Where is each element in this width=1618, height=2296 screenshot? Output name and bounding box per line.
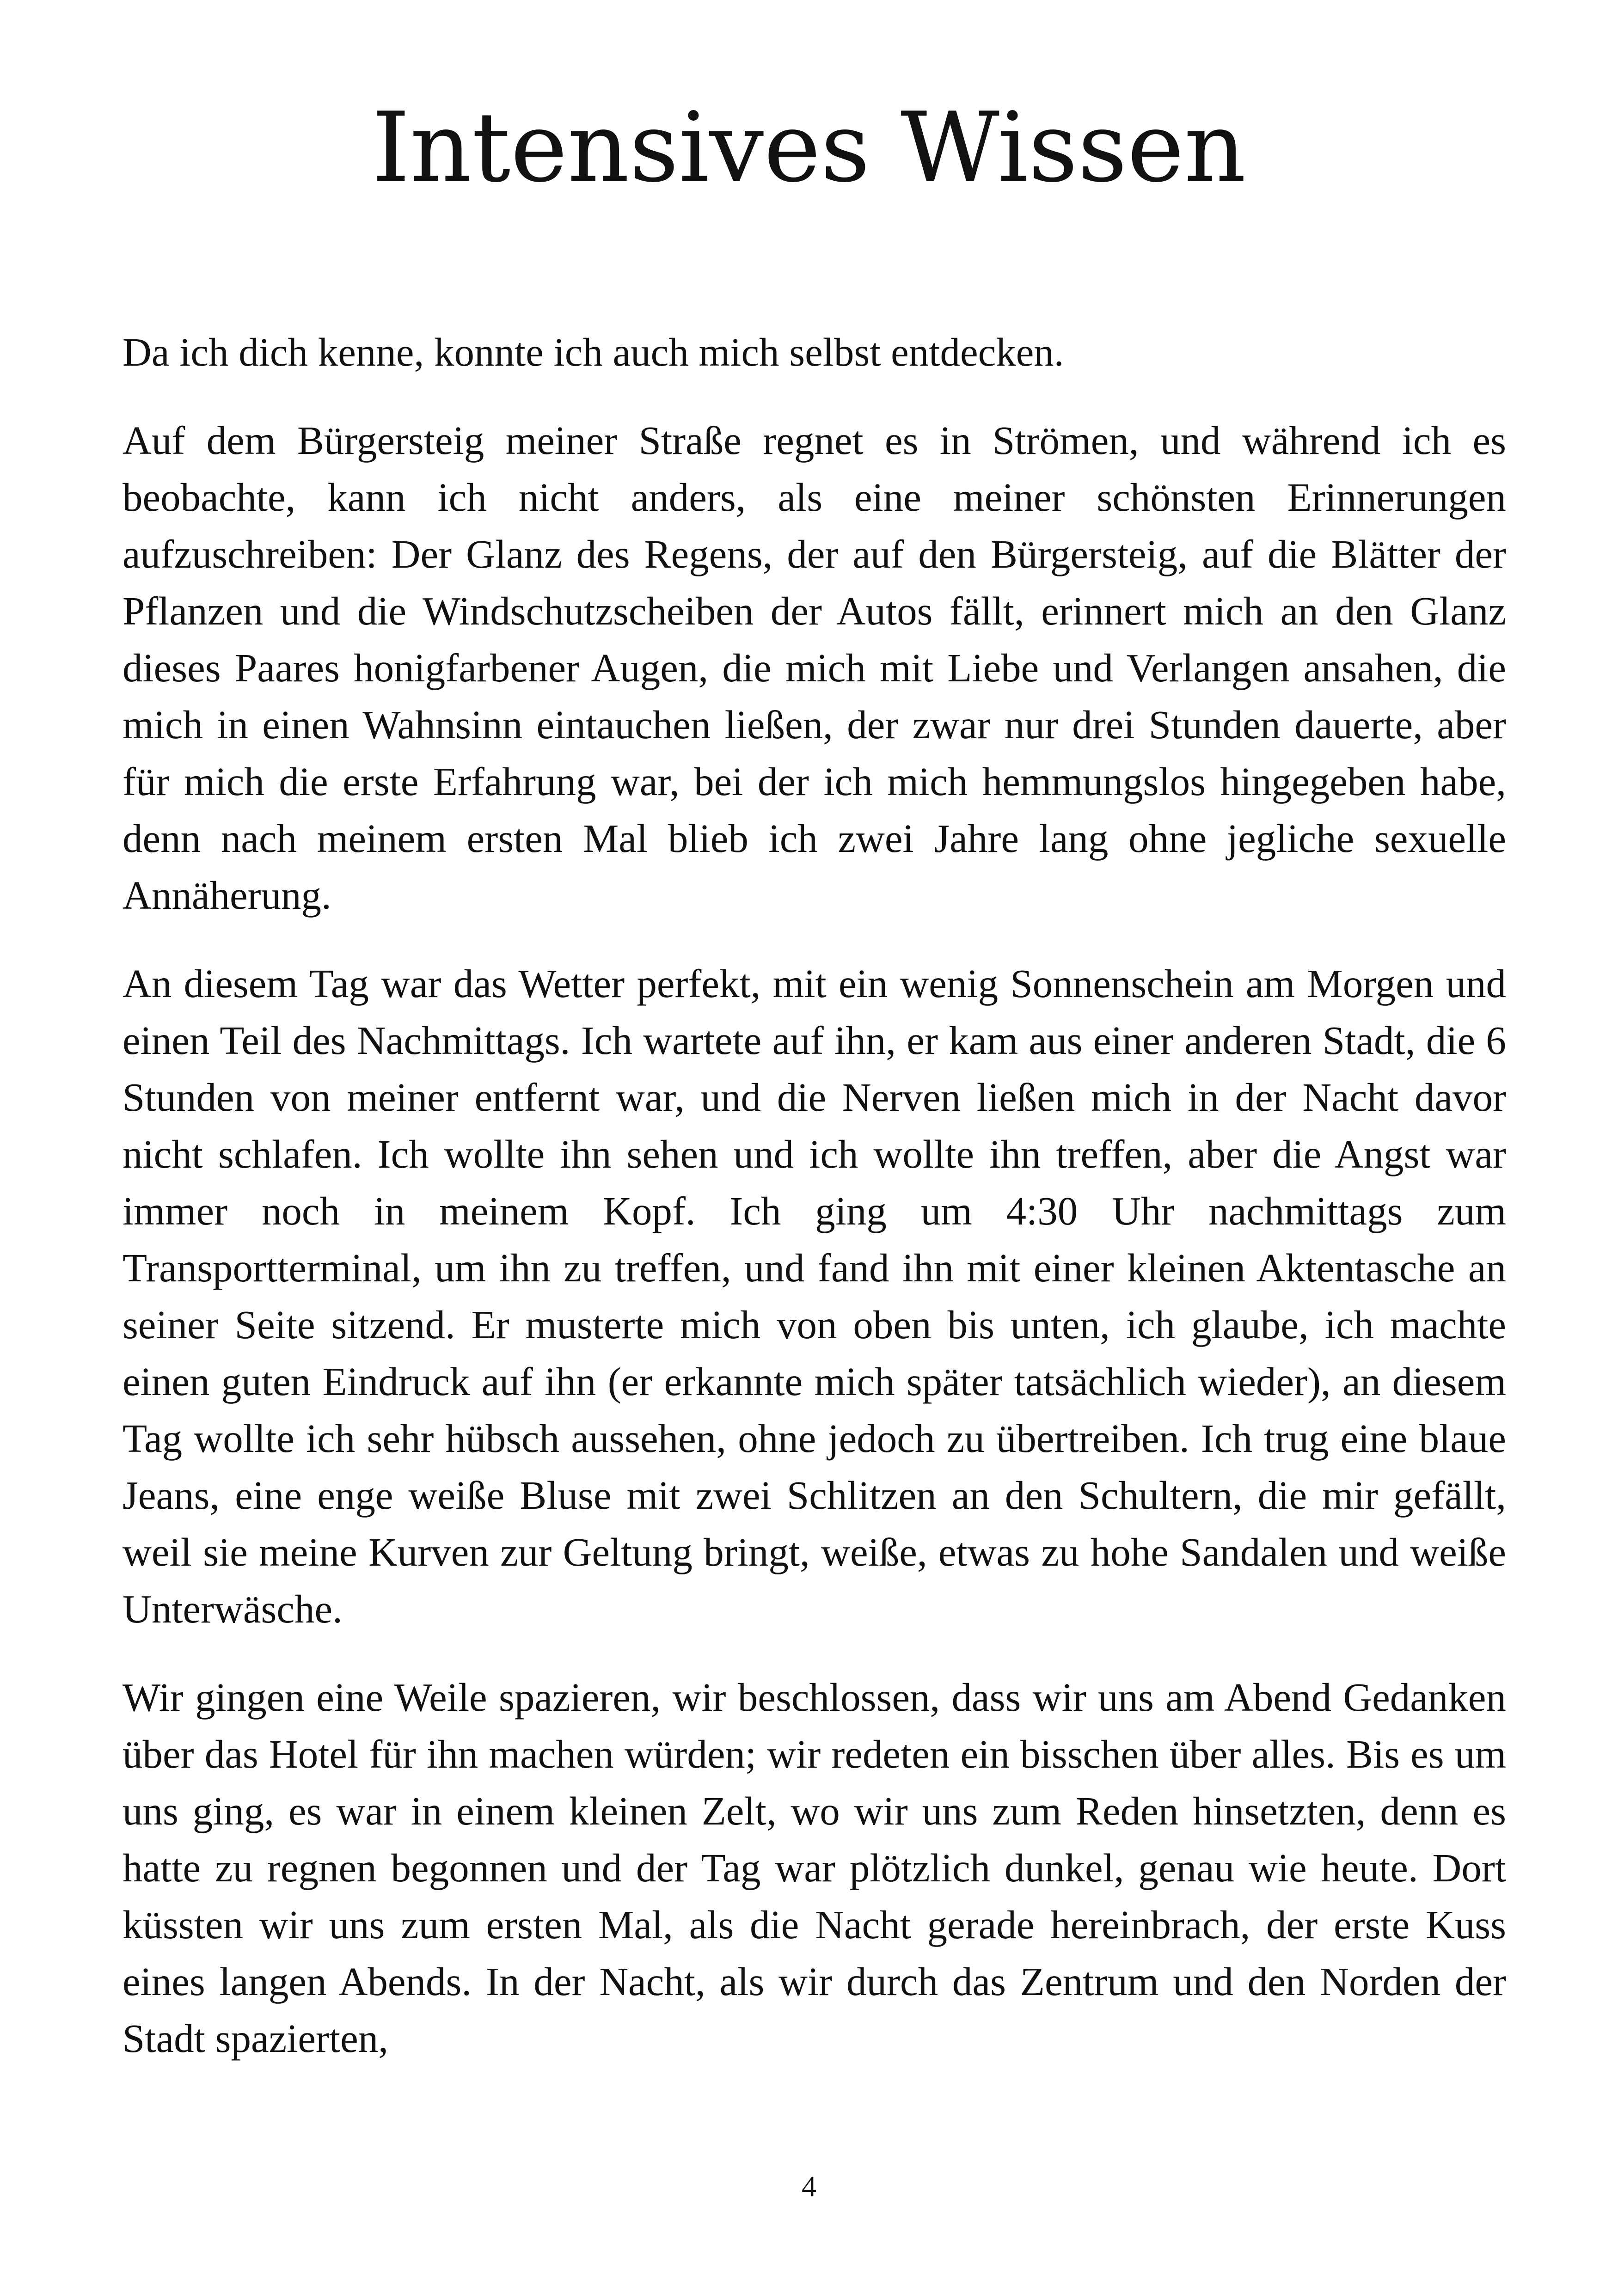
paragraph: Wir gingen eine Weile spazieren, wir beschlossen, dass wir uns am Abend Gedanken über das Hotel für ihn machen würden; wir redeten ein bisschen über alles. Bis es um uns ging, es war in einem kleinen Zelt, wo wir uns zum Reden hinsetzten, denn es hatte zu regnen begonnen und der Tag war plötzlich dunkel, genau wie heute. Dort küssten wir uns zum ersten Mal, als die Nacht gerade hereinbrach, der erste Kuss eines langen Abends. In der Nacht, als wir durch das Zentrum und den Norden der Stadt spazierten, [123,1675,1506,2061]
page-title: Intensives Wissen [372,92,1246,204]
paragraph: An diesem Tag war das Wetter perfekt, mit ein wenig Sonnenschein am Morgen und einen Teil des Nachmittags. Ich wartete auf ihn, er kam aus einer anderen Stadt, die 6 Stunden von meiner entfernt war, und die Nerven ließen mich in der Nacht davor nicht schlafen. Ich wollte ihn sehen und ich wollte ihn treffen, aber die Angst war immer noch in meinem Kopf. Ich ging um 4:30 Uhr nachmittags zum Transportterminal, um ihn zu treffen, und fand ihn mit einer kleinen Aktentasche an seiner Seite sitzend. Er musterte mich von oben bis unten, ich glaube, ich machte einen guten Eindruck auf ihn (er erkannte mich später tatsächlich wieder), an diesem Tag wollte ich sehr hübsch aussehen, ohne jedoch zu übertreiben. Ich trug eine blaue Jeans, eine enge weiße Bluse mit zwei Schlitzen an den Schultern, die mir gefällt, weil sie meine Kurven zur Geltung bringt, weiße, etwas zu hohe Sandalen und weiße Unterwäsche. [123,961,1506,1631]
paragraph: Da ich dich kenne, konnte ich auch mich selbst entdecken. [123,330,1064,374]
page-number: 4 [802,2170,816,2203]
body-text [123,324,1506,2098]
paragraph: Auf dem Bürgersteig meiner Straße regnet es in Strömen, und während ich es beobachte, kann ich nicht anders, als eine meiner schönsten Erinnerungen aufzuschreiben: Der Glanz des Regens, der auf den Bürgersteig, auf die Blätter der Pflanzen und die Windschutzscheiben der Autos fällt, erinnert mich an den Glanz dieses Paares honigfarbener Augen, die mich mit Liebe und Verlangen ansahen, die mich in einen Wahnsinn eintauchen ließen, der zwar nur drei Stunden dauerte, aber für mich die erste Erfahrung war, bei der ich mich hemmungslos hingegeben habe, denn nach meinem ersten Mal blieb ich zwei Jahre lang ohne jegliche sexuelle Annäherung. [123,418,1506,918]
